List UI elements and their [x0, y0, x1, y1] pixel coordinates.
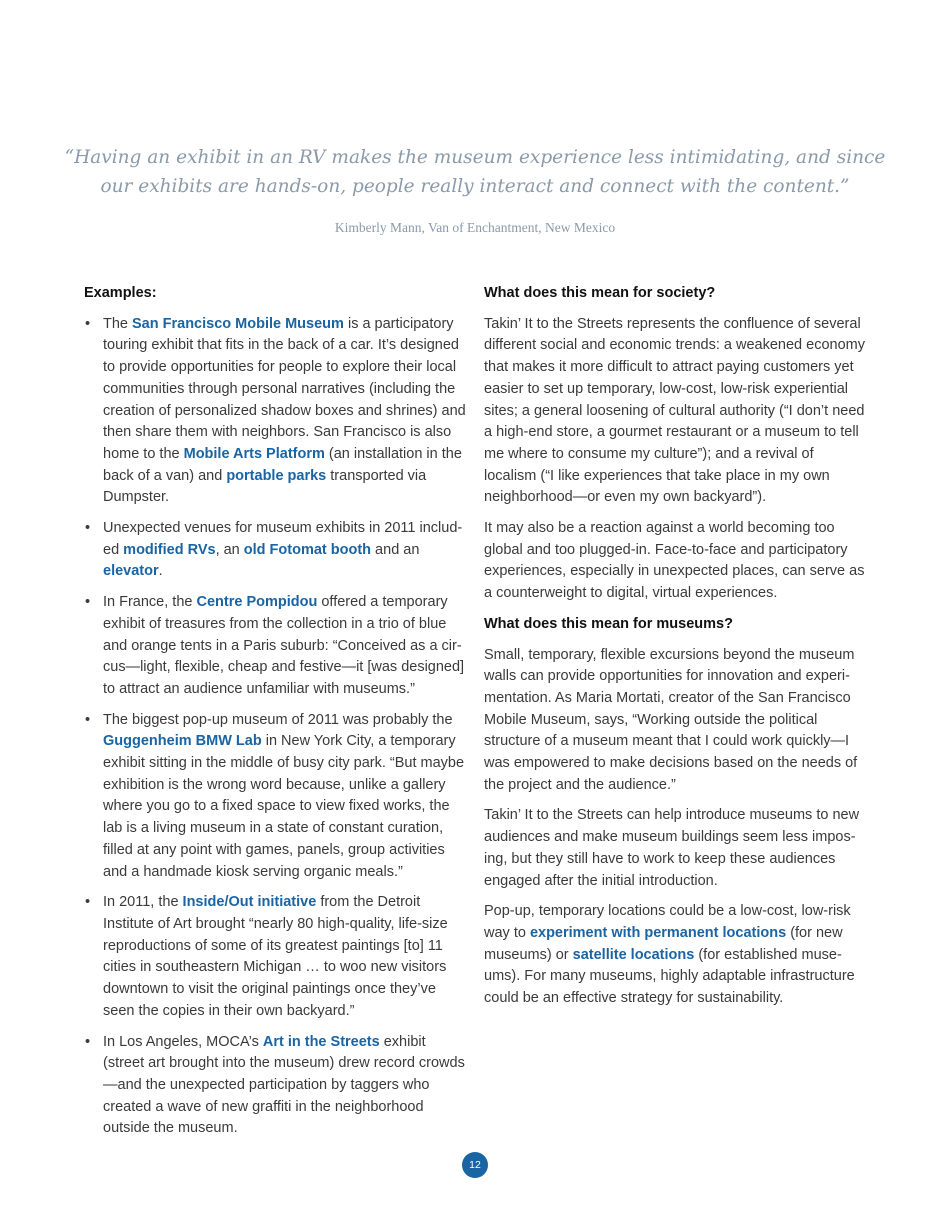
link-satellite-locations[interactable]: satellite locations [572, 946, 695, 963]
link-old-fotomat-booth[interactable]: old Fotomat booth [243, 541, 372, 558]
link-experiment-with-permanent-locations[interactable]: experiment with permanent locations [529, 924, 787, 941]
museums-heading: What does this mean for museums? [484, 615, 733, 632]
link-elevator[interactable]: elevator [103, 563, 159, 580]
quote-attribution: Kimberly Mann, Van of Enchantment, New Mexico [334, 220, 616, 235]
link-inside-out-initiative[interactable]: Inside/Out initiative [182, 894, 317, 911]
society-paragraph-2: It may also be a reaction against a world becoming too global and too plugged-in. Face-to-face and participatory experiences, especially in unexpected places, can serve as a counterweight to digital, virtual experiences. [484, 520, 865, 602]
link-mobile-arts-platform[interactable]: Mobile Arts Platform [183, 445, 325, 462]
list-item: • In France, the Centre Pompidou offered a temporary exhibit of treasures from the collection in a trio of blue and orange tents in a Paris suburb: “Conceived as a circus—light, flexible, cheap and festive—it [was designed] to attract an audience unfamiliar with museums.” [84, 592, 466, 701]
list-item: • The biggest pop-up museum of 2011 was probably the Guggenheim BMW Lab in New York City, a temporary exhibit sitting in the middle of busy city park. “But maybe exhibition is the wrong word because, unlike a gallery where you go to a fixed space to view fixed works, the lab is a living museum in a state of constant curation, filled at any point with games, panels, group activities and a handmade kiosk serving organic meals.” [84, 710, 466, 884]
list-item: • In 2011, the Inside/Out initiative from the Detroit Institute of Art brought “nearly 80 high-quality, life-size reproductions of some of its greatest paintings [to] 11 cities in southeastern Michigan … to woo new visitors downtown to visit the original paintings once they’ve seen the copies in their own backyard.” [84, 892, 466, 1022]
pull-quote: “Having an exhibit in an RV makes the museum experience less intimidating, and since our exhibits are hands-on, people really interact and connect with the content.” [64, 147, 886, 197]
list-item: • In Los Angeles, MOCA’s Art in the Streets exhibit (street art brought into the museum) drew record crowds—and the unexpected participation by taggers who created a wave of new graffiti in the neighborhood outside the museum. [84, 1032, 466, 1141]
analysis-column [484, 283, 866, 1019]
link-centre-pompidou[interactable]: Centre Pompidou [196, 594, 318, 611]
link-guggenheim-bmw-lab[interactable]: Guggenheim BMW Lab [103, 733, 262, 750]
society-paragraph-1: Takin’ It to the Streets represents the confluence of several different social and economic trends: a weakened economy that makes it more difficult to attract paying customers yet easier to set up temporary, low-cost, low-risk experiential sites; a general loosening of cultural authority (“I don’t need a high-end store, a gourmet restaurant or a museum to tell me where to consume my culture”); and a revival of localism (“I like experiences that take place in my own neighborhood—or even my own backyard”). [484, 315, 865, 506]
examples-list [84, 314, 466, 1140]
examples-column [84, 283, 466, 1149]
list-item: • Unexpected venues for museum exhibits in 2011 included modified RVs, an old Fotomat booth and an elevator. [84, 518, 466, 583]
museums-paragraph-1: Small, temporary, flexible excursions beyond the museum walls can provide opportunities for innovation and experimentation. As Maria Mortati, creator of the San Francisco Mobile Museum, says, “Working outside the political structure of a museum meant that I could work quickly—I was empowered to make decisions based on the needs of the project and the audience.” [484, 646, 858, 793]
link-portable-parks[interactable]: portable parks [226, 467, 327, 484]
link-san-francisco-mobile-museum[interactable]: San Francisco Mobile Museum [132, 315, 344, 332]
page-number-badge: 12 [462, 1152, 488, 1178]
link-art-in-the-streets[interactable]: Art in the Streets [262, 1033, 380, 1050]
society-heading: What does this mean for society? [484, 285, 716, 301]
list-item: • The San Francisco Mobile Museum is a participatory touring exhibit that fits in the back of a car. It’s designed to provide opportunities for people to explore their local communities through personal narratives (including the creation of personalized shadow boxes and shrines) and then share them with neighbors. San Francisco is also home to the Mobile Arts Platform (an installation in the back of a van) and portable parks transported via Dumpster. [84, 314, 466, 509]
link-modified-rvs[interactable]: modified RVs [123, 541, 216, 558]
examples-heading: Examples: [84, 285, 157, 301]
museums-paragraph-3: Pop-up, temporary locations could be a low-cost, low-risk way to experiment with permanent locations (for new museums) or satellite locations (for established museums). For many museums, highly adaptable infrastructure could be an effective strategy for sustainability. [484, 903, 855, 1007]
museums-paragraph-2: Takin’ It to the Streets can help introduce museums to new audiences and make museum buildings seem less imposing, but they still have to work to keep these audiences engaged after the initial introduction. [484, 807, 860, 889]
